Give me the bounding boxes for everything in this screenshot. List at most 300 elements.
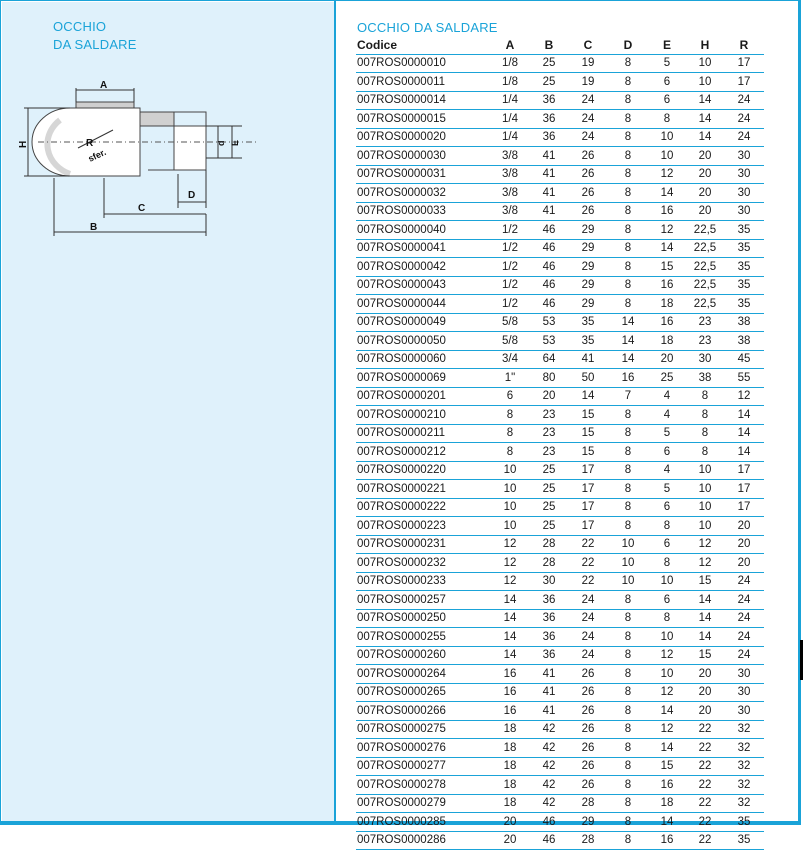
table-row <box>356 720 764 739</box>
cell-e: 5 <box>648 480 686 499</box>
cell-codice: 007ROS0000231 <box>356 535 490 554</box>
cell-c: 15 <box>568 406 608 425</box>
cell-codice: 007ROS0000030 <box>356 147 490 166</box>
cell-c: 24 <box>568 609 608 628</box>
cell-b: 41 <box>530 702 568 721</box>
cell-e: 16 <box>648 313 686 332</box>
cell-codice: 007ROS0000286 <box>356 831 490 850</box>
cell-e: 12 <box>648 646 686 665</box>
cell-codice: 007ROS0000031 <box>356 165 490 184</box>
table-row <box>356 221 764 240</box>
cell-h: 22 <box>686 813 724 832</box>
cell-r: 32 <box>724 794 764 813</box>
cell-a: 1" <box>490 369 530 388</box>
cell-h: 8 <box>686 443 724 462</box>
cell-codice: 007ROS0000201 <box>356 387 490 406</box>
cell-b: 46 <box>530 239 568 258</box>
cell-h: 38 <box>686 369 724 388</box>
cell-h: 14 <box>686 609 724 628</box>
cell-c: 29 <box>568 295 608 314</box>
cell-r: 35 <box>724 276 764 295</box>
table-row <box>356 276 764 295</box>
table-row <box>356 443 764 462</box>
cell-b: 23 <box>530 424 568 443</box>
cell-e: 6 <box>648 91 686 110</box>
cell-codice: 007ROS0000044 <box>356 295 490 314</box>
cell-codice: 007ROS0000264 <box>356 665 490 684</box>
cell-d: 8 <box>608 665 648 684</box>
cell-a: 14 <box>490 609 530 628</box>
header-h: H <box>686 36 724 54</box>
cell-a: 14 <box>490 591 530 610</box>
header-c: C <box>568 36 608 54</box>
label-d: d <box>216 140 226 146</box>
cell-b: 36 <box>530 128 568 147</box>
cell-b: 41 <box>530 147 568 166</box>
cell-a: 20 <box>490 831 530 850</box>
cell-codice: 007ROS0000277 <box>356 757 490 776</box>
cell-codice: 007ROS0000014 <box>356 91 490 110</box>
cell-c: 28 <box>568 831 608 850</box>
cell-a: 1/2 <box>490 221 530 240</box>
cell-c: 29 <box>568 239 608 258</box>
cell-r: 20 <box>724 535 764 554</box>
cell-codice: 007ROS0000011 <box>356 73 490 92</box>
cell-r: 35 <box>724 295 764 314</box>
cell-b: 36 <box>530 646 568 665</box>
cell-c: 26 <box>568 202 608 221</box>
cell-c: 26 <box>568 739 608 758</box>
cell-h: 10 <box>686 461 724 480</box>
cell-d: 8 <box>608 202 648 221</box>
table-row <box>356 831 764 850</box>
cell-e: 5 <box>648 424 686 443</box>
cell-c: 15 <box>568 424 608 443</box>
cell-d: 8 <box>608 91 648 110</box>
cell-c: 26 <box>568 776 608 795</box>
cell-a: 10 <box>490 461 530 480</box>
label-E: E <box>230 139 240 146</box>
cell-r: 17 <box>724 480 764 499</box>
table-row <box>356 794 764 813</box>
cell-a: 10 <box>490 480 530 499</box>
cell-c: 15 <box>568 443 608 462</box>
cell-codice: 007ROS0000015 <box>356 110 490 129</box>
table-row <box>356 91 764 110</box>
cell-codice: 007ROS0000050 <box>356 332 490 351</box>
table-title: OCCHIO DA SALDARE <box>357 20 498 35</box>
cell-d: 14 <box>608 350 648 369</box>
cell-c: 28 <box>568 794 608 813</box>
cell-b: 30 <box>530 572 568 591</box>
cell-e: 18 <box>648 794 686 813</box>
cell-c: 26 <box>568 184 608 203</box>
cell-e: 16 <box>648 202 686 221</box>
cell-d: 8 <box>608 480 648 499</box>
cell-codice: 007ROS0000265 <box>356 683 490 702</box>
table-row <box>356 776 764 795</box>
cell-c: 26 <box>568 757 608 776</box>
cell-a: 1/2 <box>490 258 530 277</box>
cell-c: 26 <box>568 665 608 684</box>
cell-c: 24 <box>568 91 608 110</box>
cell-r: 30 <box>724 147 764 166</box>
cell-e: 12 <box>648 720 686 739</box>
left-title-line1: OCCHIO <box>53 19 107 34</box>
cell-b: 28 <box>530 554 568 573</box>
cell-c: 19 <box>568 73 608 92</box>
cell-codice: 007ROS0000279 <box>356 794 490 813</box>
cell-d: 8 <box>608 720 648 739</box>
cell-d: 8 <box>608 184 648 203</box>
panel-divider <box>334 0 336 825</box>
cell-codice: 007ROS0000041 <box>356 239 490 258</box>
cell-b: 25 <box>530 54 568 73</box>
cell-a: 8 <box>490 406 530 425</box>
cell-a: 20 <box>490 813 530 832</box>
spec-table <box>356 36 764 850</box>
cell-a: 16 <box>490 702 530 721</box>
cell-r: 14 <box>724 406 764 425</box>
cell-e: 15 <box>648 757 686 776</box>
cell-b: 46 <box>530 813 568 832</box>
cell-r: 35 <box>724 831 764 850</box>
cell-r: 30 <box>724 665 764 684</box>
cell-codice: 007ROS0000223 <box>356 517 490 536</box>
cell-a: 1/8 <box>490 73 530 92</box>
cell-e: 6 <box>648 443 686 462</box>
cell-a: 1/2 <box>490 239 530 258</box>
cell-e: 12 <box>648 683 686 702</box>
cell-d: 8 <box>608 443 648 462</box>
cell-r: 30 <box>724 702 764 721</box>
cell-h: 15 <box>686 646 724 665</box>
cell-d: 8 <box>608 221 648 240</box>
cell-a: 14 <box>490 646 530 665</box>
cell-h: 20 <box>686 202 724 221</box>
label-B: B <box>90 222 98 233</box>
cell-h: 22 <box>686 720 724 739</box>
cell-codice: 007ROS0000266 <box>356 702 490 721</box>
table-row <box>356 646 764 665</box>
cell-d: 8 <box>608 831 648 850</box>
cell-r: 24 <box>724 110 764 129</box>
right-border <box>798 0 801 825</box>
cell-d: 8 <box>608 276 648 295</box>
cell-a: 3/8 <box>490 165 530 184</box>
cell-codice: 007ROS0000285 <box>356 813 490 832</box>
cell-r: 17 <box>724 73 764 92</box>
cell-h: 12 <box>686 535 724 554</box>
cell-r: 38 <box>724 332 764 351</box>
table-header-row <box>356 36 764 54</box>
cell-r: 17 <box>724 54 764 73</box>
cell-c: 26 <box>568 683 608 702</box>
table-row <box>356 406 764 425</box>
cell-h: 14 <box>686 91 724 110</box>
cell-a: 10 <box>490 498 530 517</box>
cell-h: 20 <box>686 147 724 166</box>
cell-d: 8 <box>608 424 648 443</box>
table-row <box>356 73 764 92</box>
cell-b: 46 <box>530 258 568 277</box>
cell-h: 20 <box>686 702 724 721</box>
cell-c: 22 <box>568 572 608 591</box>
table-row <box>356 332 764 351</box>
cell-e: 4 <box>648 461 686 480</box>
cell-h: 22 <box>686 739 724 758</box>
cell-d: 10 <box>608 572 648 591</box>
table-row <box>356 498 764 517</box>
cell-a: 18 <box>490 794 530 813</box>
cell-codice: 007ROS0000232 <box>356 554 490 573</box>
cell-c: 22 <box>568 535 608 554</box>
cell-b: 20 <box>530 387 568 406</box>
cell-h: 23 <box>686 332 724 351</box>
cell-a: 14 <box>490 628 530 647</box>
cell-d: 10 <box>608 554 648 573</box>
cell-c: 24 <box>568 128 608 147</box>
cell-c: 26 <box>568 702 608 721</box>
cell-b: 42 <box>530 739 568 758</box>
cell-e: 16 <box>648 776 686 795</box>
cell-c: 17 <box>568 461 608 480</box>
cell-d: 8 <box>608 646 648 665</box>
cell-codice: 007ROS0000032 <box>356 184 490 203</box>
cell-codice: 007ROS0000257 <box>356 591 490 610</box>
cell-e: 16 <box>648 831 686 850</box>
cell-b: 41 <box>530 165 568 184</box>
cell-r: 35 <box>724 221 764 240</box>
cell-e: 8 <box>648 554 686 573</box>
table-row <box>356 461 764 480</box>
cell-b: 25 <box>530 480 568 499</box>
table-row <box>356 295 764 314</box>
cell-r: 24 <box>724 646 764 665</box>
cell-b: 41 <box>530 683 568 702</box>
cell-c: 24 <box>568 591 608 610</box>
left-title <box>53 18 137 54</box>
table-row <box>356 369 764 388</box>
label-C: C <box>138 203 146 214</box>
cell-c: 41 <box>568 350 608 369</box>
cell-r: 45 <box>724 350 764 369</box>
cell-r: 35 <box>724 813 764 832</box>
cell-a: 3/8 <box>490 202 530 221</box>
cell-c: 17 <box>568 480 608 499</box>
cell-b: 36 <box>530 591 568 610</box>
cell-d: 8 <box>608 776 648 795</box>
cell-b: 25 <box>530 461 568 480</box>
cell-codice: 007ROS0000255 <box>356 628 490 647</box>
cell-r: 30 <box>724 184 764 203</box>
table-row <box>356 554 764 573</box>
cell-d: 14 <box>608 313 648 332</box>
cell-c: 29 <box>568 276 608 295</box>
cell-b: 46 <box>530 276 568 295</box>
cell-d: 8 <box>608 54 648 73</box>
cell-d: 8 <box>608 128 648 147</box>
cell-a: 5/8 <box>490 332 530 351</box>
cell-c: 26 <box>568 720 608 739</box>
cell-c: 24 <box>568 628 608 647</box>
cell-b: 36 <box>530 628 568 647</box>
cell-a: 5/8 <box>490 313 530 332</box>
cell-d: 8 <box>608 683 648 702</box>
cell-b: 25 <box>530 73 568 92</box>
cell-r: 38 <box>724 313 764 332</box>
table-row <box>356 572 764 591</box>
cell-e: 6 <box>648 535 686 554</box>
cell-h: 22 <box>686 757 724 776</box>
cell-a: 12 <box>490 554 530 573</box>
label-H: H <box>18 140 29 148</box>
cell-c: 24 <box>568 646 608 665</box>
cell-h: 10 <box>686 517 724 536</box>
cell-e: 12 <box>648 221 686 240</box>
cell-r: 32 <box>724 776 764 795</box>
technical-drawing <box>18 78 278 248</box>
cell-codice: 007ROS0000042 <box>356 258 490 277</box>
cell-h: 10 <box>686 54 724 73</box>
cell-codice: 007ROS0000040 <box>356 221 490 240</box>
cell-codice: 007ROS0000060 <box>356 350 490 369</box>
cell-b: 42 <box>530 720 568 739</box>
table-row <box>356 239 764 258</box>
cell-e: 12 <box>648 165 686 184</box>
cell-h: 14 <box>686 591 724 610</box>
cell-e: 18 <box>648 332 686 351</box>
cell-e: 10 <box>648 147 686 166</box>
cell-codice: 007ROS0000275 <box>356 720 490 739</box>
table-body <box>356 54 764 850</box>
cell-b: 42 <box>530 757 568 776</box>
cell-codice: 007ROS0000212 <box>356 443 490 462</box>
table-row <box>356 628 764 647</box>
cell-d: 8 <box>608 258 648 277</box>
cell-r: 32 <box>724 757 764 776</box>
table-row <box>356 591 764 610</box>
label-R: R <box>86 138 94 149</box>
cell-a: 12 <box>490 572 530 591</box>
cell-b: 42 <box>530 776 568 795</box>
table-row <box>356 147 764 166</box>
cell-d: 14 <box>608 332 648 351</box>
cell-d: 8 <box>608 498 648 517</box>
table-row <box>356 202 764 221</box>
cell-b: 46 <box>530 221 568 240</box>
table-row <box>356 184 764 203</box>
cell-h: 14 <box>686 110 724 129</box>
cell-codice: 007ROS0000049 <box>356 313 490 332</box>
label-D: D <box>188 190 196 201</box>
table-row <box>356 702 764 721</box>
cell-e: 6 <box>648 498 686 517</box>
cell-r: 55 <box>724 369 764 388</box>
cell-a: 18 <box>490 739 530 758</box>
cell-r: 35 <box>724 239 764 258</box>
cell-r: 17 <box>724 461 764 480</box>
cell-d: 10 <box>608 535 648 554</box>
table-row <box>356 757 764 776</box>
cell-e: 20 <box>648 350 686 369</box>
cell-a: 3/4 <box>490 350 530 369</box>
cell-a: 3/8 <box>490 184 530 203</box>
cell-b: 36 <box>530 91 568 110</box>
cell-r: 32 <box>724 739 764 758</box>
cell-h: 14 <box>686 128 724 147</box>
cell-h: 30 <box>686 350 724 369</box>
cell-codice: 007ROS0000276 <box>356 739 490 758</box>
table-row <box>356 535 764 554</box>
cell-d: 8 <box>608 239 648 258</box>
cell-h: 22 <box>686 794 724 813</box>
cell-a: 16 <box>490 683 530 702</box>
cell-r: 30 <box>724 683 764 702</box>
cell-e: 14 <box>648 184 686 203</box>
cell-a: 8 <box>490 443 530 462</box>
header-b: B <box>530 36 568 54</box>
cell-e: 8 <box>648 609 686 628</box>
cell-c: 29 <box>568 258 608 277</box>
cell-e: 8 <box>648 517 686 536</box>
cell-c: 29 <box>568 813 608 832</box>
cell-r: 12 <box>724 387 764 406</box>
cell-e: 14 <box>648 813 686 832</box>
cell-r: 24 <box>724 591 764 610</box>
cell-b: 53 <box>530 332 568 351</box>
cell-c: 17 <box>568 517 608 536</box>
cell-a: 18 <box>490 776 530 795</box>
cell-codice: 007ROS0000020 <box>356 128 490 147</box>
cell-h: 8 <box>686 387 724 406</box>
cell-r: 30 <box>724 202 764 221</box>
cell-e: 14 <box>648 239 686 258</box>
cell-codice: 007ROS0000250 <box>356 609 490 628</box>
cell-h: 10 <box>686 480 724 499</box>
cell-h: 15 <box>686 572 724 591</box>
cell-a: 6 <box>490 387 530 406</box>
cell-h: 20 <box>686 184 724 203</box>
cell-codice: 007ROS0000233 <box>356 572 490 591</box>
cell-codice: 007ROS0000210 <box>356 406 490 425</box>
cell-a: 18 <box>490 757 530 776</box>
cell-b: 25 <box>530 498 568 517</box>
cell-d: 7 <box>608 387 648 406</box>
cell-d: 16 <box>608 369 648 388</box>
cell-c: 26 <box>568 165 608 184</box>
cell-codice: 007ROS0000033 <box>356 202 490 221</box>
table-row <box>356 110 764 129</box>
table-row <box>356 424 764 443</box>
cell-codice: 007ROS0000043 <box>356 276 490 295</box>
table-row <box>356 813 764 832</box>
cell-b: 53 <box>530 313 568 332</box>
cell-a: 1/2 <box>490 276 530 295</box>
cell-e: 10 <box>648 128 686 147</box>
header-e: E <box>648 36 686 54</box>
cell-codice: 007ROS0000222 <box>356 498 490 517</box>
cell-r: 24 <box>724 572 764 591</box>
cell-d: 8 <box>608 739 648 758</box>
cell-b: 36 <box>530 609 568 628</box>
cell-r: 35 <box>724 258 764 277</box>
cell-a: 1/8 <box>490 54 530 73</box>
cell-c: 14 <box>568 387 608 406</box>
cell-e: 10 <box>648 665 686 684</box>
cell-h: 22 <box>686 776 724 795</box>
cell-r: 30 <box>724 165 764 184</box>
